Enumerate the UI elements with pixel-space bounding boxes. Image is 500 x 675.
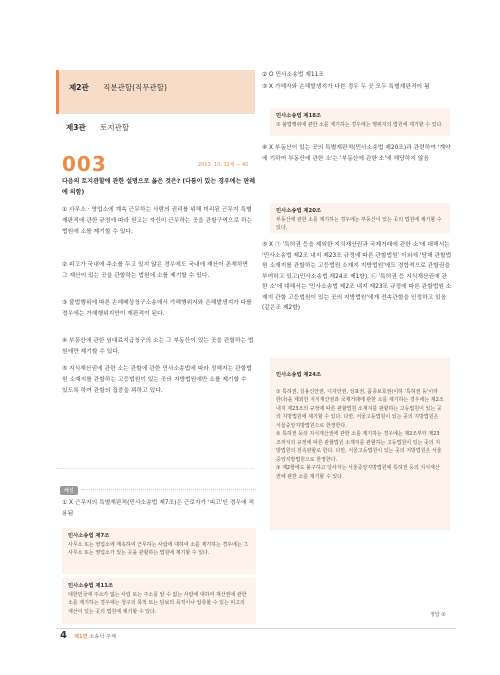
chapter-number: 제2관 — [69, 83, 89, 92]
section-number: 제3관 — [66, 123, 86, 132]
chapter-title: 직분관할(직무관할) — [103, 83, 167, 92]
divider — [56, 468, 254, 469]
section-heading — [66, 122, 129, 133]
law-box-title: 민사소송법 제24조 — [276, 371, 322, 378]
divider — [82, 489, 256, 490]
law-box-text: ① 특허권, 실용신안권, 디자인권, 상표권, 품종보호권(이하 '특허권 등'이라 한다)을 제외한 지식재산권과 국제거래에 관한 소를 제기하는 경우에는 제2조 내지 제23조의 규정에 따른 관할법원 소재지를 관할하는 고등법원이 있는 곳의 지방법원에 제기할 수 있다. 다만, 서울고등법원이 있는 곳의 지방법원은 서울중앙지방법원으로 한정한다. ② 특허권 등의 지식재산권에 관한 소를 제기하는 경우에는 제2조부터 제23조까지의 규정에 따른 관할법원 소재지를 관할하는 고등법원이 있는 곳의 지방법원의 전속관할로 한다. 다만, 서울고등법원이 있는 곳의 지방법원은 서울중앙지방법원으로 한정한다. ③ 제2항에도 불구하고 당사자는 서울중앙지방법원에 특허권 등의 지식재산권에 관한 소를 제기할 수 있다. — [276, 388, 444, 480]
law-box-3 — [270, 108, 450, 136]
law-box-title: 민사소송법 제20조 — [276, 208, 322, 214]
question-source: 2013. 10. 12채 − 40 — [198, 162, 249, 168]
answer-1: ① X 근무지의 특별재판적(민사소송법 제7조)은 근로자가 '피고'인 경우에 적용됨 — [62, 500, 255, 517]
chapter-heading — [69, 82, 167, 93]
footer-divider — [56, 628, 456, 629]
choice-2: ② 피고가 국내에 주소를 두고 있지 않은 경우에도 국내에 재산이 존재하면 그 재산이 있는 곳을 관할하는 법원에 소를 제기할 수 있다. — [62, 262, 249, 279]
answer-4: ④ X 부동산이 있는 곳의 특별재판적(민사소송법 제20조)과 관련하여 '계약에 기하여 부동산에 관한 소'는 '부동산에 관한 소'에 해당하지 않음 — [262, 145, 451, 162]
page-number: 4 — [60, 630, 67, 641]
chapter-box — [56, 70, 255, 114]
law-box-title: 민사소송법 제7조 — [68, 533, 110, 539]
answer-2: ② O 민사소송법 제11조 — [262, 72, 324, 78]
question-number: 003 — [62, 152, 107, 176]
law-box-title: 민사소송법 제11조 — [68, 583, 114, 589]
footer-title: 소송의 주체 — [89, 634, 117, 640]
answer-tag: 정답 ② — [430, 612, 446, 618]
footer-part: 제1편 — [74, 634, 88, 640]
law-box-text: ① 불법행위에 관한 소를 제기하는 경우에는 행위지의 법원에 제기할 수 있다. — [276, 121, 443, 128]
law-box-4 — [270, 203, 450, 233]
law-box-5 — [270, 358, 450, 530]
law-box-text: 부동산에 관한 소를 제기하는 경우에는 부동산이 있는 곳의 법원에 제기할 수 있다. — [276, 216, 442, 231]
choice-5: ⑤ 지식재산권에 관한 소는 관할에 관한 민사소송법에 따라 정해지는 관할법원 소재지를 관할하는 고등법원이 있는 곳의 지방법원에만 소를 제기할 수 있도록 하여 관할의 집중을 꾀하고 있다. — [62, 366, 252, 394]
law-box-1 — [62, 528, 256, 574]
law-box-title: 민사소송법 제18조 — [276, 113, 322, 119]
answer-5: ⑤ X ㉠ '특허권 등을 제외한 지식재산권과 국제거래에 관한 소'에 대해서는 '민사소송법 제2조 내지 제23조 규정에 따른 관할법원' 이외에 '당해 관할법원 소재지를 관할하는 고등법원 소재지 지방법원'에도 경합적으로 관할권을 부여하고 있고(민사소송법 제24조 제1항), ㉡ '특허권 등 지식재산권에 관한 소'에 대해서는 '민사소송법 제2조 내지 제23조 규정에 따른 관할법원 소재지 관할 고등법원이 있는 곳의 지방법원'에게 전속관할을 인정하고 있음(같은조 제2항) — [262, 242, 452, 311]
choice-4: ④ 부동산에 관한 임대료지급청구의 소는 그 부동산이 있는 곳을 관할하는 법원에만 제기할 수 있다. — [62, 338, 254, 355]
explanation-badge: 해설 — [60, 486, 78, 495]
choice-1: ① 사무소 · 영업소에 계속 근무하는 사람의 권리를 위해 미리된 근무지 특별재판적에 관한 규정에 따라 원고는 자신이 근무하는 곳을 관할구역으로 하는 법원에 소를 제기할 수 있다. — [62, 207, 253, 235]
law-box-text: 대한민국에 주소가 없는 사람 또는 주소를 알 수 없는 사람에 대하여 재산권에 관한 소를 제기하는 경우에는 청구의 목적 또는 담보의 목적이나 압류할 수 있는 피고의 재산이 있는 곳의 법원에 제기할 수 있다. — [68, 591, 247, 615]
law-box-2 — [62, 578, 256, 624]
section-title: 토지관할 — [100, 123, 130, 132]
answer-3: ③ X 가해자와 손해발생지가 다른 경우 두 곳 모두 특별재판적이 됨 — [262, 84, 430, 90]
choice-3: ③ 불법행위에 따른 손해배상청구소송에서 가해행위지와 손해발생지가 다를 경우에는 가해행위지만이 재판적이 된다. — [62, 300, 252, 317]
question-text: 다음의 토지관할에 관한 설명으로 옳은 것은? (다툼이 있는 경우에는 판례에 의함) — [62, 178, 256, 196]
law-box-text: 사무소 또는 영업소에 계속하여 근무하는 사람에 대하여 소를 제기하는 경우에는 그 사무소 또는 영업소가 있는 곳을 관할하는 법원에 제기할 수 있다. — [68, 541, 249, 556]
footer-label — [74, 633, 116, 640]
